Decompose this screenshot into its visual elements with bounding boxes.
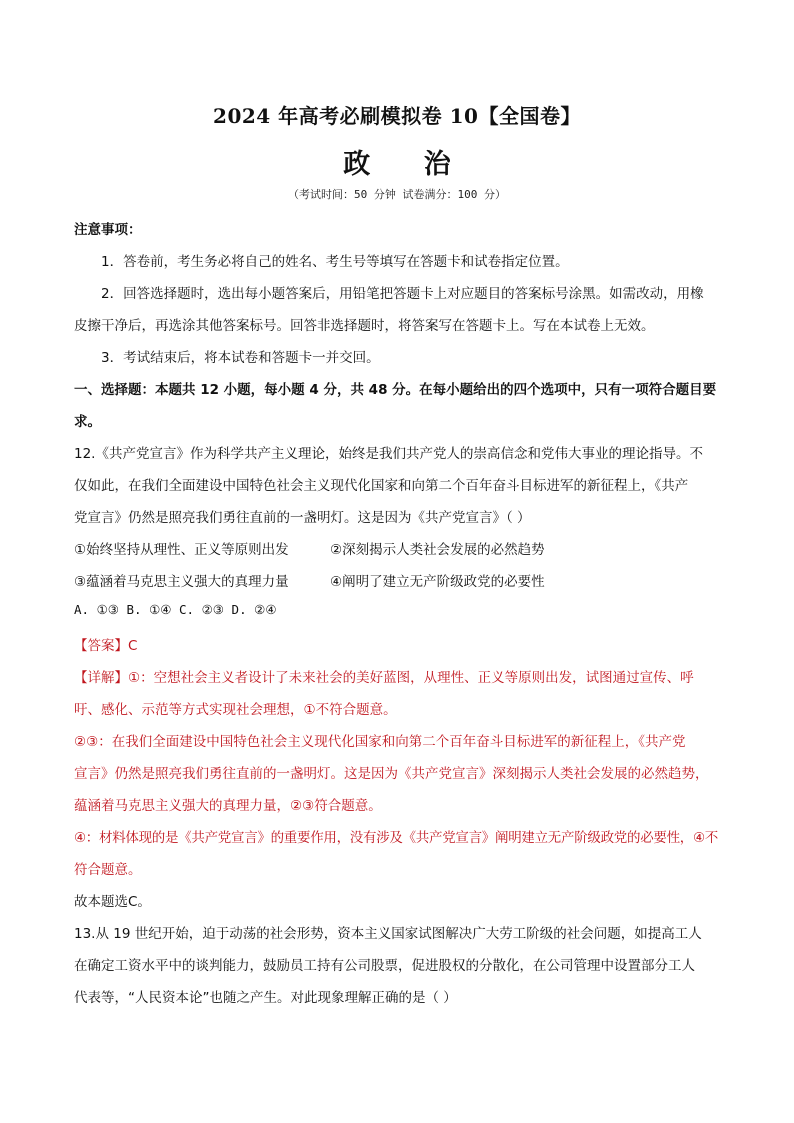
notes-heading: 注意事项： — [74, 222, 142, 238]
q13-stem-line-3: 代表等，“人民资本论”也随之产生。对此现象理解正确的是（ ） — [74, 990, 457, 1006]
q13-stem-line-2: 在确定工资水平中的谈判能力，鼓励员工持有公司股票，促进股权的分散化，在公司管理中设置部分工人 — [74, 958, 695, 974]
q12-statement-1: ①始终坚持从理性、正义等原则出发 — [74, 542, 289, 558]
q12-statements-row-2 — [74, 570, 545, 590]
q12-detail-line-4: 宣言》仍然是照亮我们勇往直前的一盏明灯。这是因为《共产党宣言》深刻揭示人类社会发展的必然趋势， — [74, 766, 709, 782]
q12-detail-line-2: 吁、感化、示范等方式实现社会理想，①不符合题意。 — [74, 702, 397, 718]
note-item-1: 1．答卷前，考生务必将自己的姓名、考生号等填写在答题卡和试卷指定位置。 — [101, 254, 569, 270]
section-heading-line-1: 一、选择题：本题共 12 小题，每小题 4 分，共 48 分。在每小题给出的四个选项中，只有一项符合题目要 — [74, 382, 717, 398]
q12-detail-line-6: ④：材料体现的是《共产党宣言》的重要作用，没有涉及《共产党宣言》阐明建立无产阶级政党的必要性，④不 — [74, 830, 719, 846]
q12-statement-3: ③蕴涵着马克思主义强大的真理力量 — [74, 574, 289, 590]
q12-detail-line-7: 符合题意。 — [74, 862, 142, 878]
section-heading-line-2: 求。 — [74, 414, 101, 430]
q12-detail-line-3: ②③：在我们全面建设中国特色社会主义现代化国家和向第二个百年奋斗目标进军的新征程上，《共产党 — [74, 734, 686, 750]
q12-stem-line-3: 党宣言》仍然是照亮我们勇往直前的一盏明灯。这是因为《共产党宣言》（ ） — [74, 510, 531, 526]
q12-stem-line-2: 仅如此，在我们全面建设中国特色社会主义现代化国家和向第二个百年奋斗目标进军的新征程上，《共产 — [74, 478, 689, 494]
q12-options: A. ①③ B. ①④ C. ②③ D. ②④ — [74, 602, 277, 617]
q12-statements-row-1 — [74, 538, 545, 558]
exam-info: （考试时间：50 分钟 试卷满分：100 分） — [288, 188, 506, 201]
q13-stem-line-1: 13.从 19 世纪开始，迫于动荡的社会形势，资本主义国家试图解决广大劳工阶级的社会问题，如提高工人 — [74, 926, 702, 942]
exam-title: 2024 年高考必刷模拟卷 10【全国卷】 — [213, 104, 581, 128]
subject-title: 政 治 — [343, 149, 473, 180]
note-item-3: 3．考试结束后，将本试卷和答题卡一并交回。 — [101, 350, 380, 366]
note-item-2-line-2: 皮擦干净后，再选涂其他答案标号。回答非选择题时，将答案写在答题卡上。写在本试卷上无效。 — [74, 318, 655, 334]
q12-statement-4: ④阐明了建立无产阶级政党的必要性 — [330, 574, 545, 590]
q12-stem-line-1: 12.《共产党宣言》作为科学共产主义理论，始终是我们共产党人的崇高信念和党伟大事业的理论指导。不 — [74, 446, 703, 462]
note-item-2-line-1: 2．回答选择题时，选出每小题答案后，用铅笔把答题卡上对应题目的答案标号涂黑。如需改动，用橡 — [101, 286, 704, 302]
q12-detail-line-5: 蕴涵着马克思主义强大的真理力量，②③符合题意。 — [74, 798, 382, 814]
q12-answer: 【答案】C — [74, 638, 138, 654]
q12-detail-line-1: 【详解】①：空想社会主义者设计了未来社会的美好蓝图，从理性、正义等原则出发，试图通过宣传、呼 — [74, 670, 694, 686]
q12-statement-2: ②深刻揭示人类社会发展的必然趋势 — [330, 542, 545, 558]
q12-conclusion: 故本题选C。 — [74, 894, 151, 910]
